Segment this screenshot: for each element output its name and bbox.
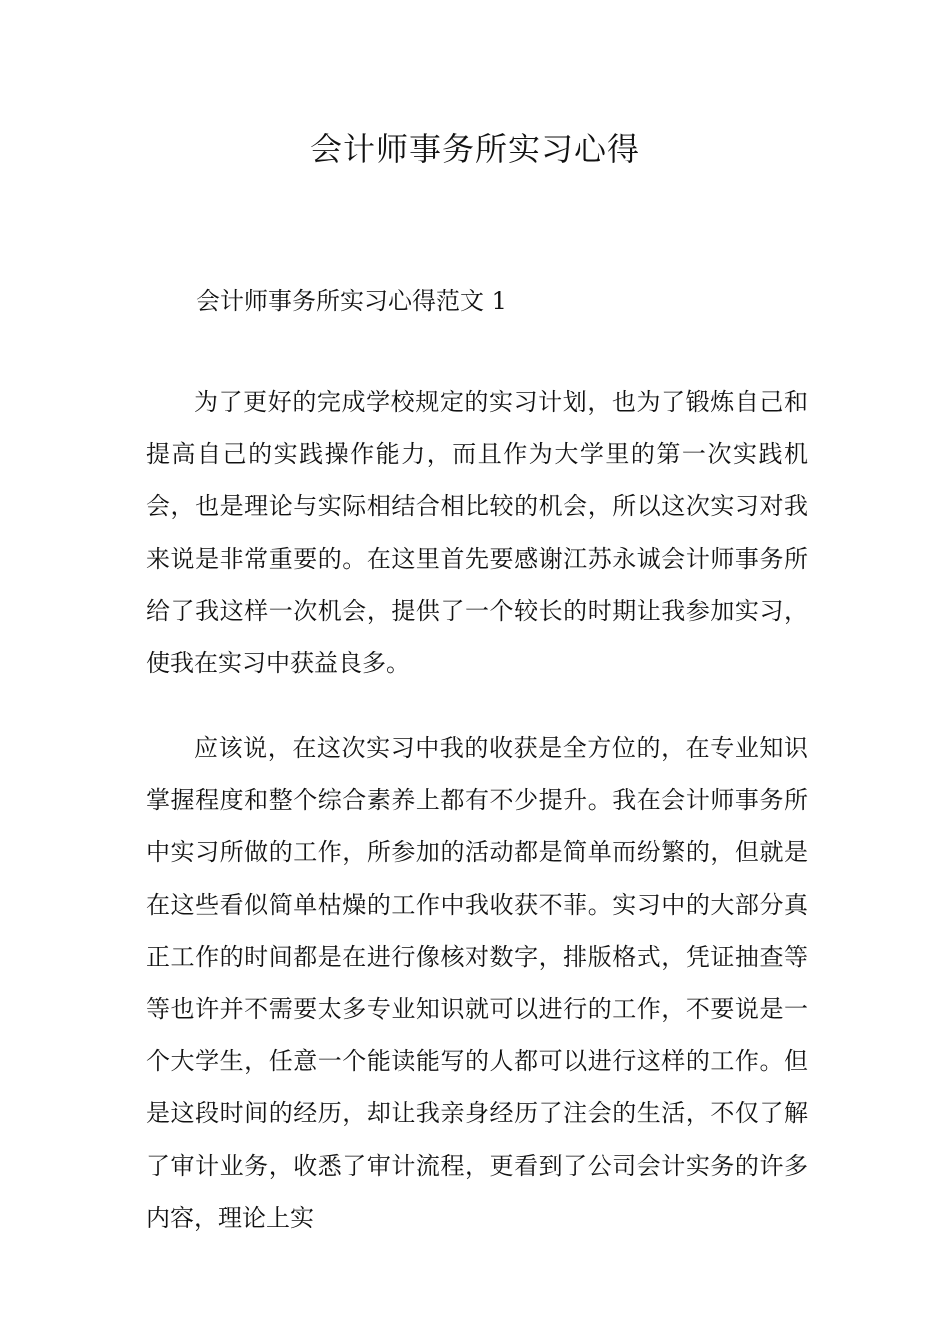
paragraph-2: 应该说，在这次实习中我的收获是全方位的，在专业知识掌握程度和整个综合素养上都有不少提升。我在会计师事务所中实习所做的工作，所参加的活动都是简单而纷繁的，但就是在这些看似简单枯燥的工作中我收获不菲。实习中的大部分真正工作的时间都是在进行像核对数字，排版格式，凭证抽查等等也许并不需要太多专业知识就可以进行的工作，不要说是一个大学生，任意一个能读能写的人都可以进行这样的工作。但是这段时间的经历，却让我亲身经历了注会的生活，不仅了解了审计业务，收悉了审计流程，更看到了公司会计实务的许多内容，理论上实 xyxy=(146,734,808,1232)
paragraph-1: 为了更好的完成学校规定的实习计划，也为了锻炼自己和提高自己的实践操作能力，而且作为大学里的第一次实践机会，也是理论与实际相结合相比较的机会，所以这次实习对我来说是非常重要的。在这里首先要感谢江苏永诚会计师事务所给了我这样一次机会，提供了一个较长的时期让我参加实习，使我在实习中获益良多。 xyxy=(146,388,808,678)
document-title: 会计师事务所实习心得 xyxy=(309,130,640,168)
document-subtitle: 会计师事务所实习心得范文 1 xyxy=(196,287,507,315)
